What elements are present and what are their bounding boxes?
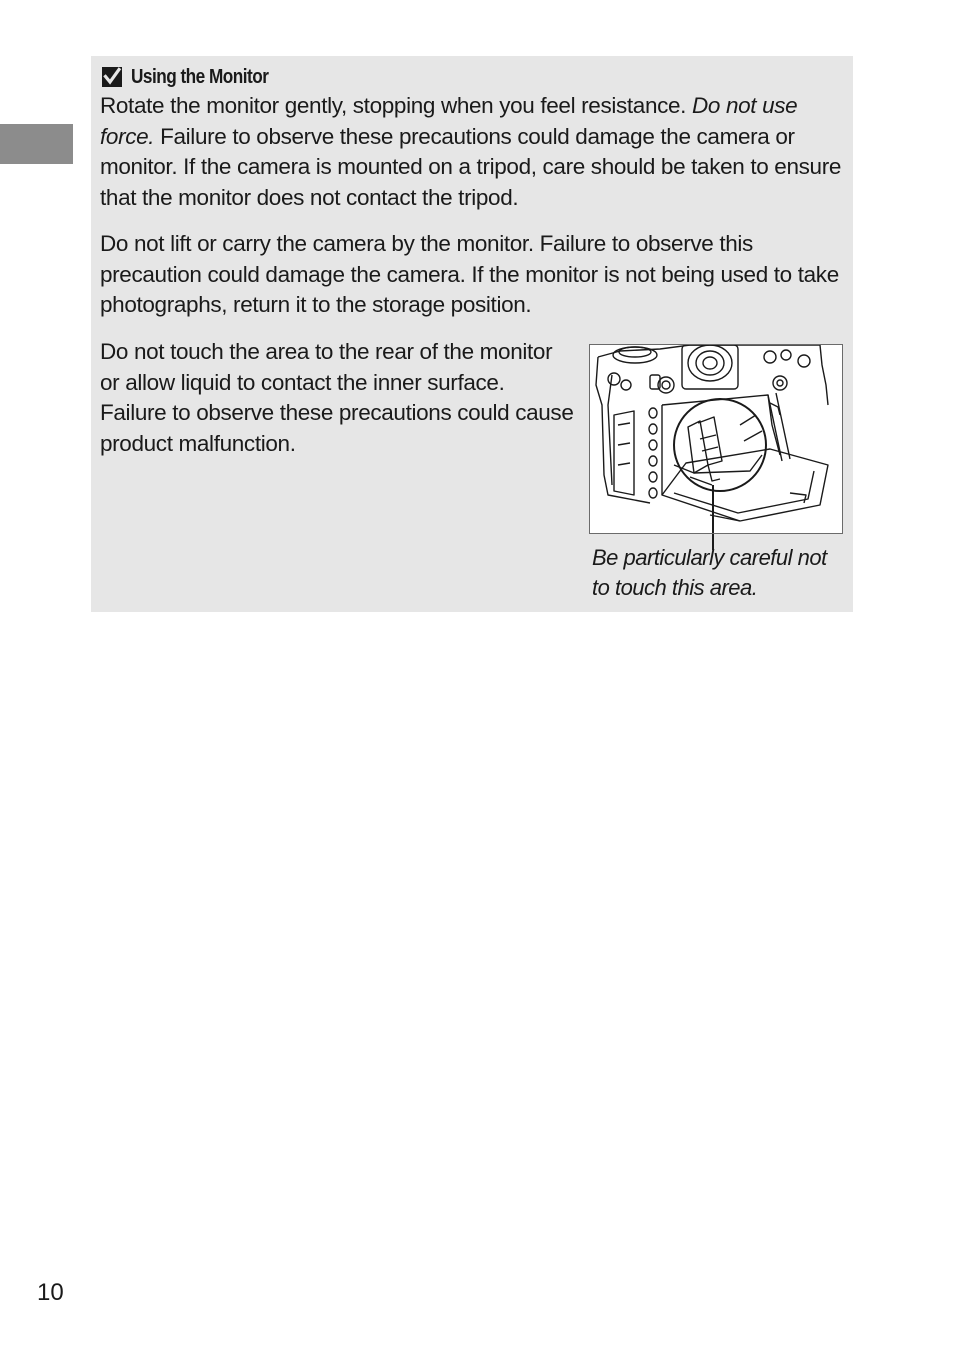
- paragraph-do-not-touch: Do not touch the area to the rear of the monitor or allow liquid to contact the inner surface. Failure to observe these precautions could cause product malfunction.: [100, 339, 574, 457]
- monitor-illustration: [589, 344, 843, 534]
- paragraph1-text: Rotate the monitor gently, stopping when you feel resistance.: [100, 93, 692, 118]
- caution-title: Using the Monitor: [131, 65, 269, 88]
- paragraph1-emphasis: Do not use force.: [100, 93, 798, 149]
- chapter-tab: [0, 124, 73, 164]
- caution-box: [91, 56, 853, 612]
- caution-heading: [101, 64, 291, 90]
- paragraph-do-not-lift: Do not lift or carry the camera by the monitor. Failure to observe this precaution could damage the camera. If the monitor is not being used to take photographs, return it to the storage position.: [100, 231, 839, 318]
- page-number: 10: [37, 1279, 64, 1306]
- paragraph-rotate-gently: [100, 91, 852, 214]
- check-icon: [101, 66, 123, 88]
- figure-caption: Be particularly careful not to touch this area.: [592, 545, 827, 600]
- camera-drawing: [590, 345, 843, 534]
- paragraph1-rest: Failure to observe these precautions could damage the camera or monitor. If the camera is mounted on a tripod, care should be taken to ensure that the monitor does not contact the tripod.: [100, 123, 841, 211]
